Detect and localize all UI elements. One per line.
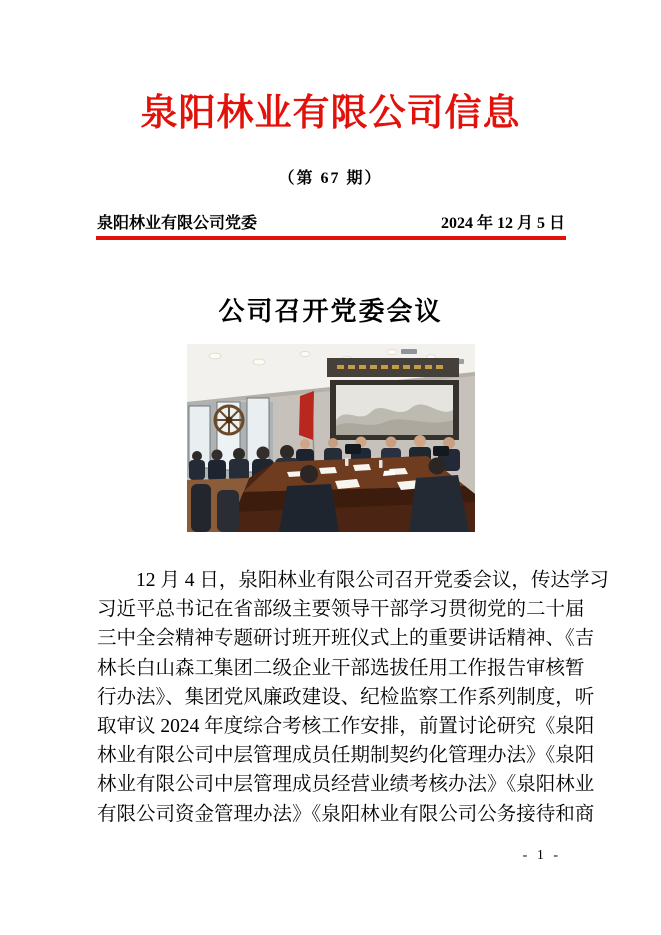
party-committee-meeting-photo — [187, 344, 475, 532]
body-text-line: 林业有限公司中层管理成员经营业绩考核办法》《泉阳林业 — [97, 774, 595, 796]
page-number: - 1 - — [522, 848, 561, 863]
body-text-line: 取审议 2024 年度综合考核工作安排，前置讨论研究《泉阳 — [97, 716, 595, 738]
body-text-line: 12 月 4 日，泉阳林业有限公司召开党委会议，传达学习 — [136, 570, 609, 591]
body-text-line: 林长白山森工集团二级企业干部选拔任用工作报告审核暂 — [97, 657, 585, 679]
body-text-line: 林业有限公司中层管理成员任期制契约化管理办法》《泉阳 — [97, 745, 595, 767]
body-text-line: 行办法》、集团党风廉政建设、纪检监察工作系列制度，听 — [97, 686, 595, 708]
article-body — [97, 566, 609, 829]
issuer-name: 泉阳林业有限公司党委 — [97, 215, 258, 232]
red-divider-rule — [96, 236, 566, 240]
article-title: 公司召开党委会议 — [218, 297, 443, 326]
body-text-line: 三中全会精神专题研讨班开班仪式上的重要讲话精神、《吉 — [97, 628, 595, 650]
issue-date: 2024 年 12 月 5 日 — [440, 215, 565, 232]
body-text-line: 习近平总书记在省部级主要领导干部学习贯彻党的二十届 — [97, 599, 585, 621]
body-text-line: 有限公司资金管理办法》《泉阳林业有限公司公务接待和商 — [97, 803, 595, 825]
meeting-room-illustration — [187, 344, 475, 532]
masthead-title: 泉阳林业有限公司信息 — [140, 93, 521, 134]
issue-number-label: （第 67 期） — [278, 170, 383, 187]
masthead-meta-row — [97, 210, 565, 233]
